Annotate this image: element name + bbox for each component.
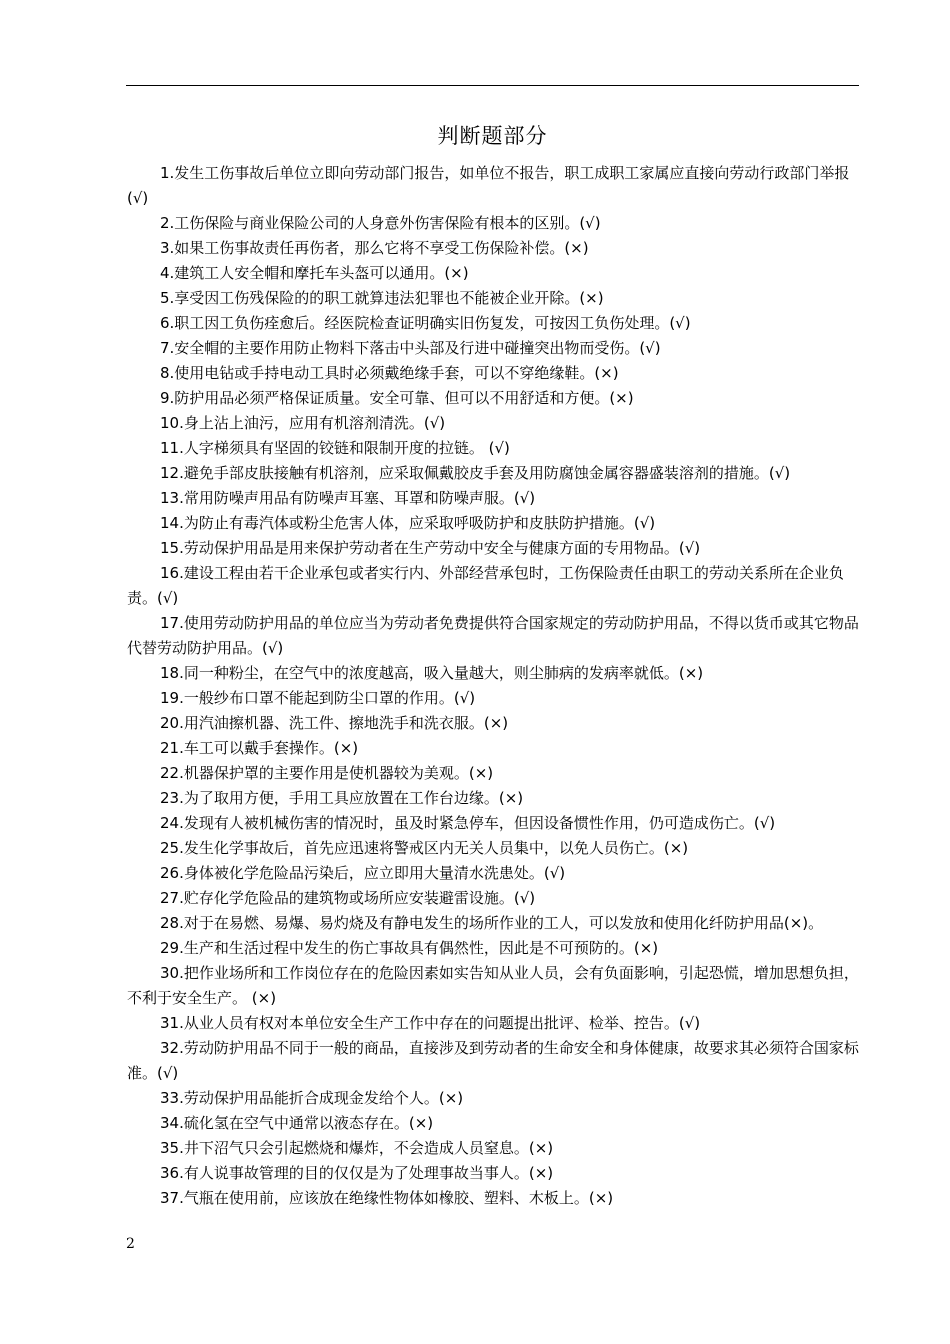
question-item: 33.劳动保护用品能折合成现金发给个人。(×) — [160, 1089, 464, 1107]
question-item: 12.避免手部皮肤接触有机溶剂，应采取佩戴胶皮手套及用防腐蚀金属容器盛装溶剂的措施。(√) — [160, 464, 791, 482]
page-number: 2 — [126, 1236, 135, 1252]
question-item: 6.职工因工负伤痊愈后。经医院检查证明确实旧伤复发，可按因工负伤处理。(√) — [160, 314, 691, 332]
question-item: 29.生产和生活过程中发生的伤亡事故具有偶然性，因此是不可预防的。(×) — [160, 939, 659, 957]
question-item: 2.工伤保险与商业保险公司的人身意外伤害保险有根本的区别。(√) — [160, 214, 601, 232]
question-item: 11.人字梯须具有坚固的铰链和限制开度的拉链。 (√) — [160, 439, 510, 457]
question-item: 18.同一种粉尘，在空气中的浓度越高，吸入量越大，则尘肺病的发病率就低。(×) — [160, 664, 704, 682]
header-rule — [126, 85, 859, 86]
question-item: 26.身体被化学危险品污染后，应立即用大量清水洗患处。(√) — [160, 864, 566, 882]
question-item: 13.常用防噪声用品有防噪声耳塞、耳罩和防噪声服。(√) — [160, 489, 536, 507]
question-item: 25.发生化学事故后，首先应迅速将警戒区内无关人员集中，以免人员伤亡。(×) — [160, 839, 689, 857]
question-item: 14.为防止有毒汽体或粉尘危害人体，应采取呼吸防护和皮肤防护措施。(√) — [160, 514, 656, 532]
question-item: 27.贮存化学危险品的建筑物或场所应安装避雷设施。(√) — [160, 889, 536, 907]
question-item: 36.有人说事故管理的目的仅仅是为了处理事故当事人。(×) — [160, 1164, 554, 1182]
question-item: 23.为了取用方便，手用工具应放置在工作台边缘。(×) — [160, 789, 524, 807]
question-item: 21.车工可以戴手套操作。(×) — [160, 739, 359, 757]
question-item: 3.如果工伤事故责任再伤者，那么它将不享受工伤保险补偿。(×) — [160, 239, 589, 257]
question-item: 1.发生工伤事故后单位立即向劳动部门报告，如单位不报告，职工成职工家属应直接向劳动行政部门举报 (√) — [127, 164, 850, 207]
question-item: 17.使用劳动防护用品的单位应当为劳动者免费提供符合国家规定的劳动防护用品，不得以货币或其它物品代替劳动防护用品。(√) — [127, 614, 859, 657]
question-item: 7.安全帽的主要作用防止物料下落击中头部及行进中碰撞突出物而受伤。(√) — [160, 339, 661, 357]
question-item: 4.建筑工人安全帽和摩托车头盔可以通用。(×) — [160, 264, 469, 282]
question-item: 37.气瓶在使用前，应该放在绝缘性物体如橡胶、塑料、木板上。(×) — [160, 1189, 614, 1207]
question-item: 10.身上沾上油污，应用有机溶剂清洗。(√) — [160, 414, 446, 432]
question-item: 24.发现有人被机械伤害的情况时，虽及时紧急停车，但因设备惯性作用，仍可造成伤亡。(√) — [160, 814, 776, 832]
question-item: 30.把作业场所和工作岗位存在的危险因素如实告知从业人员，会有负面影响，引起恐慌，增加思想负担，不利于安全生产。 (×) — [127, 964, 859, 1007]
question-item: 16.建设工程由若干企业承包或者实行内、外部经营承包时，工伤保险责任由职工的劳动关系所在企业负责。(√) — [127, 564, 844, 607]
question-item: 19.一般纱布口罩不能起到防尘口罩的作用。(√) — [160, 689, 476, 707]
question-item: 22.机器保护罩的主要作用是使机器较为美观。(×) — [160, 764, 494, 782]
question-item: 34.硫化氢在空气中通常以液态存在。(×) — [160, 1114, 434, 1132]
question-item: 20.用汽油擦机器、洗工件、擦地洗手和洗衣服。(×) — [160, 714, 509, 732]
page-title: 判断题部分 — [437, 124, 548, 148]
question-item: 15.劳动保护用品是用来保护劳动者在生产劳动中安全与健康方面的专用物品。(√) — [160, 539, 701, 557]
question-list — [127, 161, 860, 1211]
question-item: 28.对于在易燃、易爆、易灼烧及有静电发生的场所作业的工人，可以发放和使用化纤防护用品(×)。 — [160, 914, 824, 932]
question-item: 35.井下沼气只会引起燃烧和爆炸，不会造成人员窒息。(×) — [160, 1139, 554, 1157]
question-item: 31.从业人员有权对本单位安全生产工作中存在的问题提出批评、检举、控告。(√) — [160, 1014, 701, 1032]
question-item: 8.使用电钻或手持电动工具时必须戴绝缘手套，可以不穿绝缘鞋。(×) — [160, 364, 619, 382]
question-item: 32.劳动防护用品不同于一般的商品，直接涉及到劳动者的生命安全和身体健康，故要求其必须符合国家标准。(√) — [127, 1039, 859, 1082]
question-item: 9.防护用品必须严格保证质量。安全可靠、但可以不用舒适和方便。(×) — [160, 389, 634, 407]
question-item: 5.享受因工伤残保险的的职工就算违法犯罪也不能被企业开除。(×) — [160, 289, 604, 307]
